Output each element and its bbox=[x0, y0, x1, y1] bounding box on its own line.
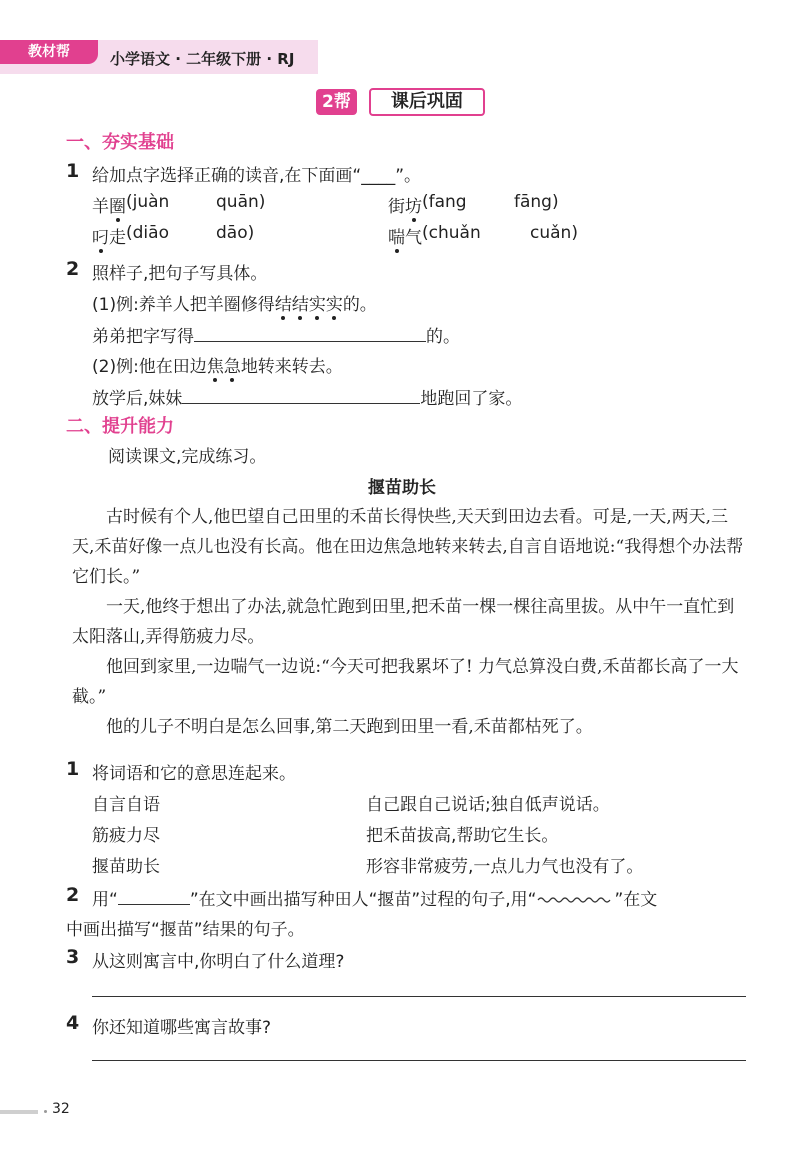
item-text: 街 bbox=[388, 197, 405, 217]
reading-intro: 阅读课文,完成练习。 bbox=[108, 447, 267, 467]
paragraph: 他的儿子不明白是怎么回事,第二天跑到田里一看,禾苗都枯死了。 bbox=[106, 717, 593, 737]
fill-text: 放学后,妹妹 bbox=[92, 389, 183, 409]
s1-q2-prompt: 照样子,把句子写具体。 bbox=[92, 264, 268, 284]
answer-blank[interactable] bbox=[194, 341, 426, 342]
footer-line bbox=[0, 1110, 38, 1114]
pinyin-option: (diāo bbox=[126, 223, 169, 243]
footer-dot bbox=[44, 1110, 47, 1113]
dotted-char: 叼 bbox=[92, 223, 109, 248]
pinyin-option: fāng) bbox=[514, 192, 559, 212]
answer-blank[interactable] bbox=[182, 403, 420, 404]
section1-title: 一、夯实基础 bbox=[66, 132, 174, 153]
s2-q1-number: 1 bbox=[66, 758, 80, 780]
example-1 bbox=[92, 290, 377, 315]
s2-q1-prompt: 将词语和它的意思连起来。 bbox=[92, 764, 296, 784]
pinyin-item-1 bbox=[92, 192, 126, 217]
pinyin-option: dāo) bbox=[216, 223, 255, 243]
wavy-line-sample bbox=[536, 887, 614, 905]
pinyin-item-4 bbox=[388, 223, 422, 248]
badge-title: 课后巩固 bbox=[369, 88, 485, 116]
badge-number: 2帮 bbox=[316, 89, 357, 115]
s1-q1-number: 1 bbox=[66, 160, 80, 182]
match-left-3[interactable]: 揠苗助长 bbox=[92, 857, 160, 877]
example-text: (1)例:养羊人把羊圈修得 bbox=[92, 295, 275, 315]
s1-q1-prompt: 给加点字选择正确的读音,在下面画“____”。 bbox=[92, 166, 422, 186]
s2-q2-line1 bbox=[92, 885, 657, 910]
fill-text: 地跑回了家。 bbox=[420, 389, 523, 409]
item-text: 羊 bbox=[92, 197, 109, 217]
example-text: 的。 bbox=[342, 295, 377, 315]
match-right-3[interactable]: 形容非常疲劳,一点儿力气也没有了。 bbox=[366, 857, 644, 877]
answer-line[interactable] bbox=[92, 996, 746, 997]
example-2 bbox=[92, 352, 343, 377]
match-left-2[interactable]: 筋疲力尽 bbox=[92, 826, 160, 846]
s2-q2-line2: 中画出描写“揠苗”结果的句子。 bbox=[66, 920, 305, 940]
fill-sentence-2 bbox=[92, 384, 522, 409]
fill-sentence-1 bbox=[92, 322, 460, 347]
fill-text: 的。 bbox=[426, 327, 460, 347]
dotted-char: 焦 bbox=[207, 352, 224, 377]
straight-line-sample bbox=[118, 904, 190, 905]
item-text: 走 bbox=[109, 228, 126, 248]
q2-text: ”在文中画出描写种田人“揠苗”过程的句子,用“ bbox=[189, 890, 537, 910]
pinyin-item-2 bbox=[388, 192, 422, 217]
dotted-char: 喘 bbox=[388, 223, 405, 248]
s2-q4-number: 4 bbox=[66, 1012, 80, 1034]
s2-q4-prompt: 你还知道哪些寓言故事? bbox=[92, 1018, 272, 1038]
match-right-1[interactable]: 自己跟自己说话;独自低声说话。 bbox=[366, 795, 610, 815]
fill-text: 弟弟把字写得 bbox=[92, 327, 194, 347]
match-right-2[interactable]: 把禾苗拔高,帮助它生长。 bbox=[366, 826, 559, 846]
s2-q2-number: 2 bbox=[66, 884, 80, 906]
example-text: 地转来转去。 bbox=[240, 357, 343, 377]
paragraph: 他回到家里,一边喘气一边说:“今天可把我累坏了! 力气总算没白费,禾苗都长高了一大截。” bbox=[72, 657, 739, 707]
q2-text: ”在文 bbox=[614, 890, 658, 910]
example-text: (2)例:他在田边 bbox=[92, 357, 207, 377]
item-text: 气 bbox=[405, 228, 422, 248]
dotted-char: 实 bbox=[326, 290, 343, 315]
s2-q3-number: 3 bbox=[66, 946, 80, 968]
paragraph: 古时候有个人,他巴望自己田里的禾苗长得快些,天天到田边去看。可是,一天,两天,三天,禾苗好像一点儿也没有长高。他在田边焦急地转来转去,自言自语地说:“我得想个办法帮它们长。” bbox=[72, 507, 744, 587]
pinyin-option: (fang bbox=[422, 192, 467, 212]
dotted-char: 结 bbox=[292, 290, 309, 315]
pinyin-option: cuǎn) bbox=[530, 223, 578, 243]
section-badge bbox=[316, 88, 485, 116]
dotted-char: 实 bbox=[309, 290, 326, 315]
dotted-char: 急 bbox=[224, 352, 241, 377]
s1-q2-number: 2 bbox=[66, 258, 80, 280]
s2-q3-prompt: 从这则寓言中,你明白了什么道理? bbox=[92, 952, 345, 972]
paragraph: 一天,他终于想出了办法,就急忙跑到田里,把禾苗一棵一棵往高里拔。从中午一直忙到太阳落山,弄得筋疲力尽。 bbox=[72, 597, 735, 647]
passage-title: 揠苗助长 bbox=[368, 478, 436, 498]
pinyin-option: quān) bbox=[216, 192, 266, 212]
dotted-char: 结 bbox=[275, 290, 292, 315]
dotted-char: 坊 bbox=[405, 192, 422, 217]
match-left-1[interactable]: 自言自语 bbox=[92, 795, 160, 815]
pinyin-option: (juàn bbox=[126, 192, 170, 212]
pinyin-item-3 bbox=[92, 223, 126, 248]
page-number: 32 bbox=[52, 1101, 70, 1117]
passage bbox=[72, 502, 746, 742]
book-title: 小学语文 · 二年级下册 · RJ bbox=[110, 50, 295, 68]
q2-text: 用“ bbox=[92, 890, 118, 910]
pinyin-option: (chuǎn bbox=[422, 223, 481, 243]
dotted-char: 圈 bbox=[109, 192, 126, 217]
section2-title: 二、提升能力 bbox=[66, 416, 174, 437]
answer-line[interactable] bbox=[92, 1060, 746, 1061]
header-tab: 教材帮 bbox=[0, 40, 98, 64]
